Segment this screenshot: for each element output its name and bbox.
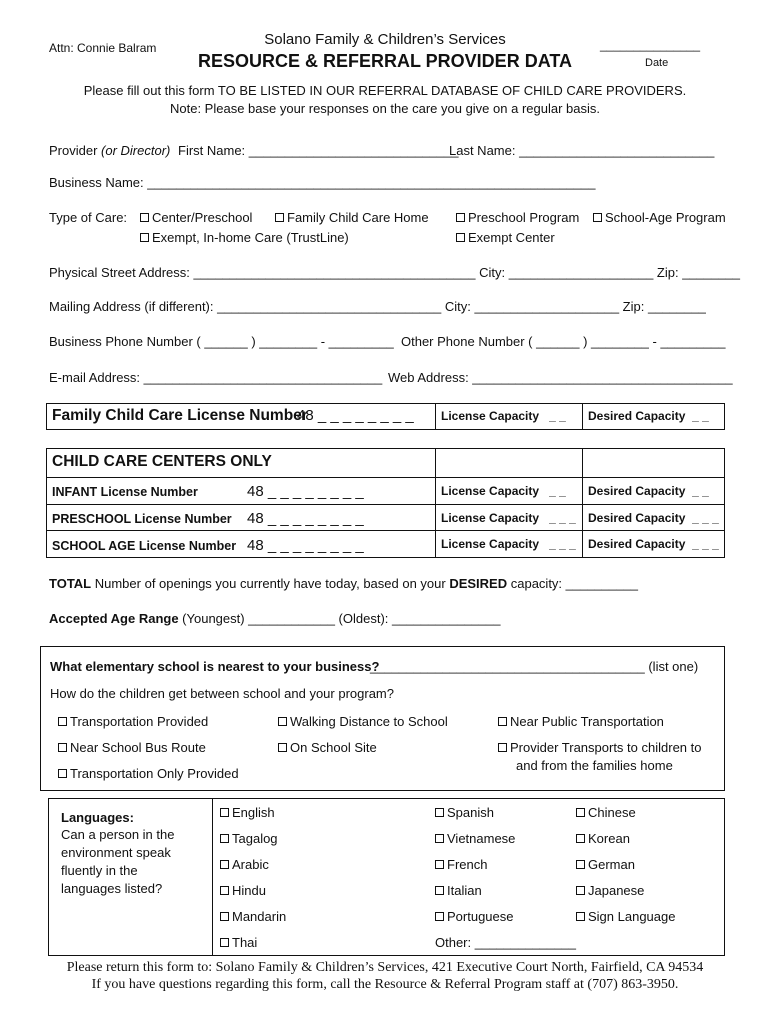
- lang-chinese-option[interactable]: Chinese: [576, 805, 636, 820]
- other-phone-field[interactable]: Other Phone Number ( ______ ) ________ - _________: [401, 334, 726, 349]
- languages-section: [48, 798, 725, 956]
- checkbox-icon[interactable]: [435, 834, 444, 843]
- return-instructions: Please return this form to: Solano Family & Children’s Services, 421 Executive Court North, Fairfield, CA 94534: [66, 960, 704, 975]
- lang-spanish-option[interactable]: Spanish: [435, 805, 494, 820]
- age-range-field[interactable]: Accepted Age Range (Youngest) ____________ (Oldest): _______________: [49, 611, 501, 626]
- checkbox-icon[interactable]: [576, 860, 585, 869]
- infant-license-label: INFANT License Number: [52, 485, 198, 499]
- exempt-in-home-option[interactable]: Exempt, In-home Care (TrustLine): [140, 230, 349, 245]
- contact-instructions: If you have questions regarding this form, call the Resource & Referral Program staff at (707) 863-3950.: [91, 977, 679, 992]
- checkbox-icon[interactable]: [220, 912, 229, 921]
- nearest-school-field[interactable]: ______________________________________ (list one): [370, 659, 699, 674]
- checkbox-icon[interactable]: [58, 769, 67, 778]
- infant-license-number-field[interactable]: 48 _ _ _ _ _ _ _ _: [247, 483, 364, 500]
- preschool-license-label: PRESCHOOL License Number: [52, 512, 232, 526]
- web-address-field[interactable]: Web Address: ____________________________________: [388, 370, 733, 385]
- preschool-desired-capacity-field[interactable]: Desired Capacity _ _ _: [588, 511, 719, 525]
- infant-desired-capacity-field[interactable]: Desired Capacity _ _: [588, 484, 709, 498]
- nearest-school-question: What elementary school is nearest to your business?: [50, 659, 380, 674]
- checkbox-icon[interactable]: [58, 743, 67, 752]
- type-of-care-label: Type of Care:: [49, 210, 128, 225]
- lang-thai-option[interactable]: Thai: [220, 935, 257, 950]
- center-preschool-option[interactable]: Center/Preschool: [140, 210, 252, 225]
- fcc-desired-capacity-field[interactable]: Desired Capacity _ _: [588, 409, 709, 423]
- fcc-license-capacity-field[interactable]: License Capacity _ _: [441, 409, 566, 423]
- school-age-license-number-field[interactable]: 48 _ _ _ _ _ _ _ _: [247, 537, 364, 554]
- school-section: [40, 646, 725, 791]
- transport-question: How do the children get between school and your program?: [50, 686, 394, 701]
- checkbox-icon[interactable]: [576, 808, 585, 817]
- provider-transports-option-line2: and from the families home: [516, 758, 673, 773]
- checkbox-icon[interactable]: [278, 717, 287, 726]
- provider-transports-option[interactable]: Provider Transports to children to: [498, 740, 701, 755]
- family-child-care-option[interactable]: Family Child Care Home: [275, 210, 429, 225]
- languages-desc-4: languages listed?: [61, 881, 163, 896]
- provider-label: Provider (or Director): [49, 143, 171, 158]
- school-age-license-capacity-field[interactable]: License Capacity _ _ _: [441, 537, 576, 551]
- near-school-bus-option[interactable]: Near School Bus Route: [58, 740, 206, 755]
- lang-hindu-option[interactable]: Hindu: [220, 883, 266, 898]
- transportation-only-option[interactable]: Transportation Only Provided: [58, 766, 239, 781]
- on-school-site-option[interactable]: On School Site: [278, 740, 377, 755]
- organization-name: Solano Family & Children’s Services: [264, 31, 506, 48]
- attn-line: Attn: Connie Balram: [49, 41, 157, 55]
- checkbox-icon[interactable]: [220, 886, 229, 895]
- lang-french-option[interactable]: French: [435, 857, 487, 872]
- near-public-transportation-option[interactable]: Near Public Transportation: [498, 714, 664, 729]
- checkbox-icon[interactable]: [435, 886, 444, 895]
- mailing-address-field[interactable]: Mailing Address (if different): _______________________________ City: ____________________ Zip: ________: [49, 299, 706, 314]
- school-age-license-label: SCHOOL AGE License Number: [52, 539, 237, 553]
- checkbox-icon[interactable]: [435, 912, 444, 921]
- checkbox-icon[interactable]: [220, 860, 229, 869]
- checkbox-icon[interactable]: [456, 233, 465, 242]
- lang-arabic-option[interactable]: Arabic: [220, 857, 269, 872]
- walking-distance-option[interactable]: Walking Distance to School: [278, 714, 448, 729]
- last-name-field[interactable]: Last Name: ___________________________: [449, 143, 715, 158]
- email-field[interactable]: E-mail Address: _________________________________: [49, 370, 383, 385]
- centers-title: CHILD CARE CENTERS ONLY: [52, 453, 272, 470]
- lang-italian-option[interactable]: Italian: [435, 883, 482, 898]
- exempt-center-option[interactable]: Exempt Center: [456, 230, 555, 245]
- school-age-desired-capacity-field[interactable]: Desired Capacity _ _ _: [588, 537, 719, 551]
- checkbox-icon[interactable]: [435, 808, 444, 817]
- form-title: RESOURCE & REFERRAL PROVIDER DATA: [197, 51, 573, 71]
- languages-desc-2: environment speak: [61, 845, 171, 860]
- checkbox-icon[interactable]: [456, 213, 465, 222]
- checkbox-icon[interactable]: [140, 213, 149, 222]
- lang-japanese-option[interactable]: Japanese: [576, 883, 644, 898]
- checkbox-icon[interactable]: [576, 834, 585, 843]
- lang-korean-option[interactable]: Korean: [576, 831, 630, 846]
- fcc-license-number-field[interactable]: 48 _ _ _ _ _ _ _ _: [297, 407, 414, 424]
- lang-other-field[interactable]: Other: ______________: [435, 935, 576, 950]
- lang-tagalog-option[interactable]: Tagalog: [220, 831, 278, 846]
- checkbox-icon[interactable]: [576, 886, 585, 895]
- lang-vietnamese-option[interactable]: Vietnamese: [435, 831, 515, 846]
- centers-table: [46, 448, 725, 558]
- fcc-license-label: Family Child Care License Number: [52, 407, 308, 424]
- business-phone-field[interactable]: Business Phone Number ( ______ ) ________ - _________: [49, 334, 394, 349]
- checkbox-icon[interactable]: [498, 743, 507, 752]
- checkbox-icon[interactable]: [220, 834, 229, 843]
- languages-desc-3: fluently in the: [61, 863, 138, 878]
- instruction-line-1: Please fill out this form TO BE LISTED IN OUR REFERRAL DATABASE OF CHILD CARE PROVIDERS.: [83, 83, 687, 98]
- checkbox-icon[interactable]: [140, 233, 149, 242]
- preschool-license-number-field[interactable]: 48 _ _ _ _ _ _ _ _: [247, 510, 364, 527]
- lang-german-option[interactable]: German: [576, 857, 635, 872]
- checkbox-icon[interactable]: [220, 938, 229, 947]
- preschool-program-option[interactable]: Preschool Program: [456, 210, 579, 225]
- school-age-program-option[interactable]: School-Age Program: [593, 210, 726, 225]
- total-openings-field[interactable]: TOTAL Number of openings you currently have today, based on your DESIRED capacity: __________: [49, 576, 638, 591]
- languages-title: Languages:: [61, 810, 134, 825]
- transportation-provided-option[interactable]: Transportation Provided: [58, 714, 208, 729]
- checkbox-icon[interactable]: [435, 860, 444, 869]
- checkbox-icon[interactable]: [593, 213, 602, 222]
- checkbox-icon[interactable]: [220, 808, 229, 817]
- lang-english-option[interactable]: English: [220, 805, 275, 820]
- infant-license-capacity-field[interactable]: License Capacity _ _: [441, 484, 566, 498]
- physical-address-field[interactable]: Physical Street Address: _______________________________________ City: ____________________ Zip: ________: [49, 265, 741, 280]
- preschool-license-capacity-field[interactable]: License Capacity _ _ _: [441, 511, 576, 525]
- business-name-field[interactable]: Business Name: ______________________________________________________________: [49, 175, 596, 190]
- languages-desc-1: Can a person in the: [61, 827, 175, 842]
- fcc-license-table: [46, 403, 725, 430]
- checkbox-icon[interactable]: [576, 912, 585, 921]
- lang-portuguese-option[interactable]: Portuguese: [435, 909, 514, 924]
- date-label: Date: [645, 57, 669, 69]
- checkbox-icon[interactable]: [278, 743, 287, 752]
- lang-sign-language-option[interactable]: Sign Language: [576, 909, 675, 924]
- checkbox-icon[interactable]: [498, 717, 507, 726]
- checkbox-icon[interactable]: [275, 213, 284, 222]
- instruction-line-2: Note: Please base your responses on the care you give on a regular basis.: [170, 101, 600, 116]
- date-field[interactable]: _______________: [600, 38, 701, 52]
- first-name-field[interactable]: First Name: _____________________________: [178, 143, 459, 158]
- lang-mandarin-option[interactable]: Mandarin: [220, 909, 286, 924]
- checkbox-icon[interactable]: [58, 717, 67, 726]
